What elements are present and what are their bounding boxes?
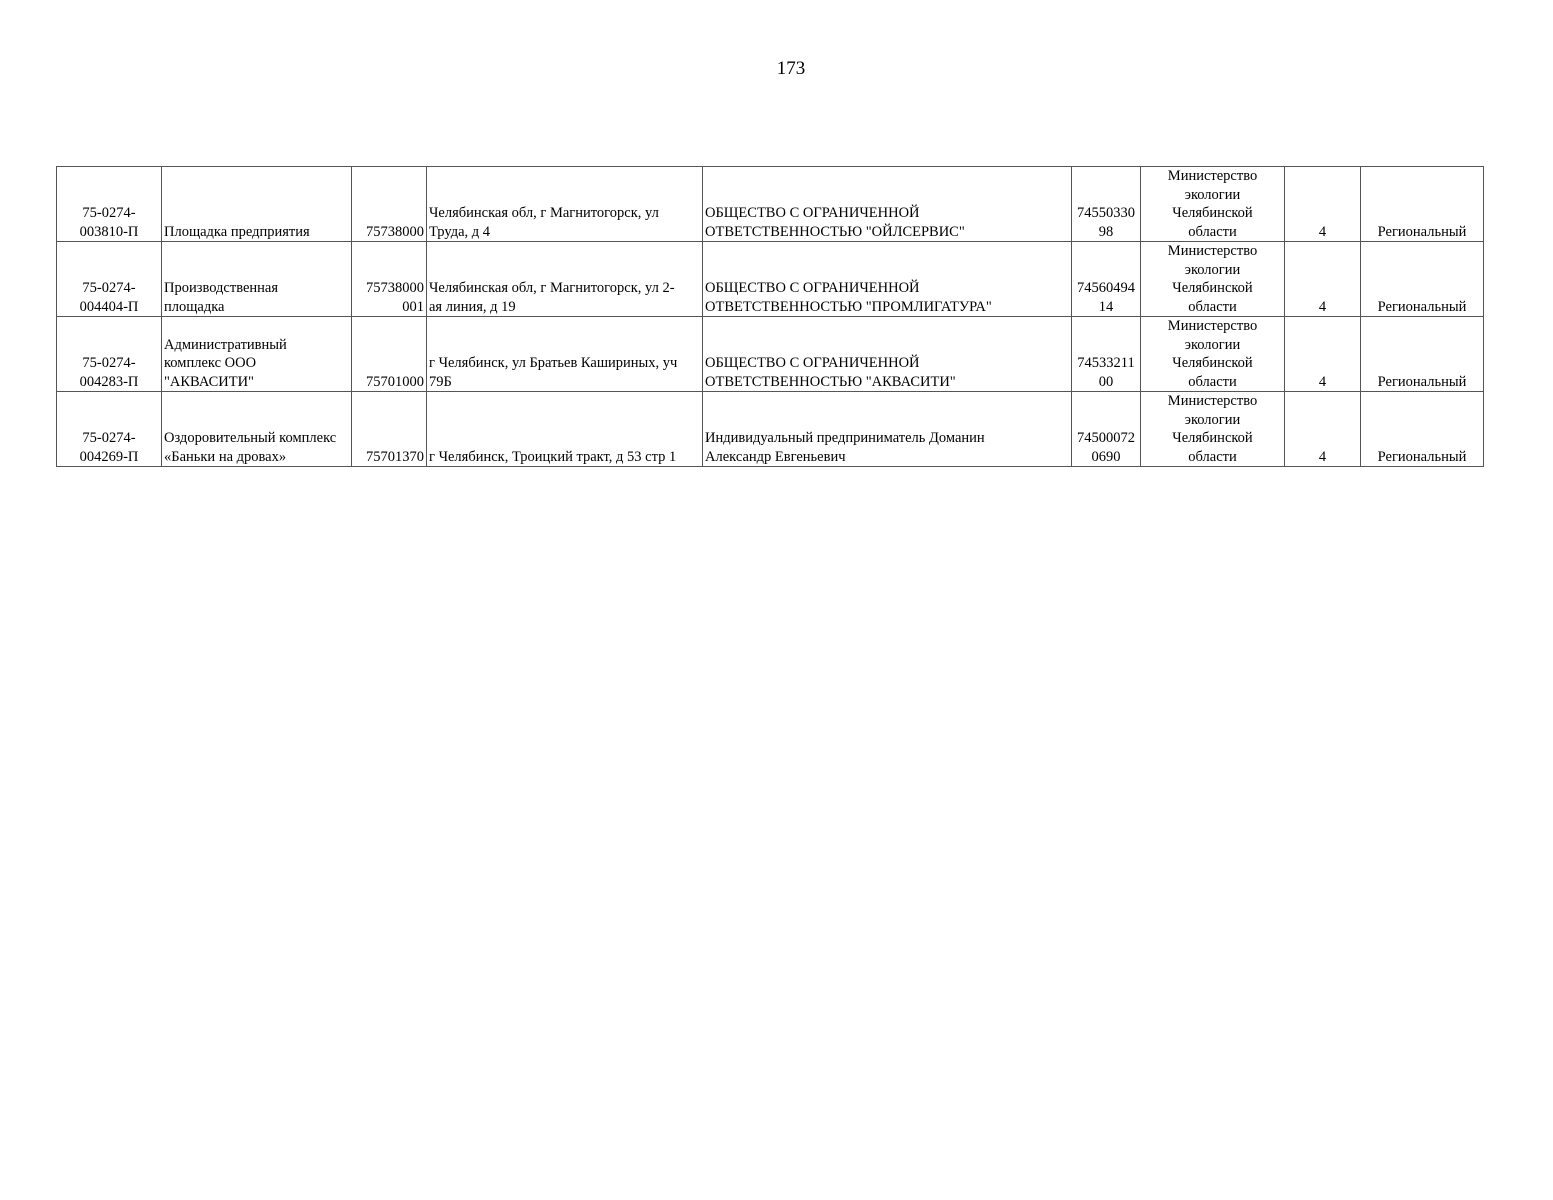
supervision-level-cell (1361, 392, 1484, 467)
organization-cell (703, 392, 1072, 467)
inn-cell (1072, 167, 1141, 242)
supervision-level-cell-text: Региональный (1377, 298, 1467, 315)
supervision-level-cell (1361, 317, 1484, 392)
oktmo-cell (352, 242, 427, 317)
object-code-cell (57, 317, 162, 392)
category-cell-text: 4 (1318, 373, 1327, 390)
object-name-cell (162, 167, 352, 242)
organization-cell-text: ОБЩЕСТВО С ОГРАНИЧЕННОЙ ОТВЕТСТВЕННОСТЬЮ "АКВАСИТИ" (705, 355, 956, 390)
page-number: 173 (776, 58, 806, 79)
category-cell-text: 4 (1318, 298, 1327, 315)
object-name-cell (162, 317, 352, 392)
authority-cell (1141, 392, 1285, 467)
category-cell (1285, 167, 1361, 242)
organization-cell-text: ОБЩЕСТВО С ОГРАНИЧЕННОЙ ОТВЕТСТВЕННОСТЬЮ "ПРОМЛИГАТУРА" (705, 280, 992, 315)
authority-cell-text: Министерство экологии Челябинской области (1167, 393, 1258, 465)
category-cell-text: 4 (1318, 448, 1327, 465)
organization-cell (703, 242, 1072, 317)
object-code-cell-text: 75-0274- 003810-П (79, 205, 139, 240)
inn-cell-text: 74533211 00 (1077, 355, 1135, 390)
address-cell (427, 317, 703, 392)
category-cell (1285, 317, 1361, 392)
oktmo-cell-text: 75701000 (366, 373, 424, 390)
object-code-cell-text: 75-0274- 004283-П (79, 355, 139, 390)
category-cell (1285, 392, 1361, 467)
object-name-cell-text: Площадка предприятия (164, 223, 310, 240)
oktmo-cell (352, 317, 427, 392)
object-name-cell-text: Производственная площадка (164, 280, 279, 315)
table-row (57, 317, 1484, 392)
address-cell (427, 167, 703, 242)
inn-cell-text: 74550330 98 (1077, 205, 1135, 240)
category-cell-text: 4 (1318, 223, 1327, 240)
object-name-cell-text: Административный комплекс ООО "АКВАСИТИ" (164, 336, 287, 390)
object-code-cell-text: 75-0274- 004404-П (79, 280, 139, 315)
inn-cell (1072, 317, 1141, 392)
oktmo-cell (352, 392, 427, 467)
inn-cell (1072, 242, 1141, 317)
table-body (57, 167, 1484, 467)
address-cell-text: г Челябинск, ул Братьев Кашириных, уч 79Б (429, 355, 678, 390)
oktmo-cell-text: 75738000 001 (366, 280, 424, 315)
inn-cell-text: 74560494 14 (1077, 280, 1135, 315)
authority-cell-text: Министерство экологии Челябинской области (1167, 318, 1258, 390)
authority-cell-text: Министерство экологии Челябинской области (1167, 243, 1258, 315)
object-code-cell (57, 392, 162, 467)
address-cell-text: Челябинская обл, г Магнитогорск, ул Труда, д 4 (429, 205, 659, 240)
object-code-cell-text: 75-0274- 004269-П (79, 430, 139, 465)
authority-cell (1141, 242, 1285, 317)
address-cell-text: Челябинская обл, г Магнитогорск, ул 2- ая линия, д 19 (429, 280, 675, 315)
registry-table (56, 166, 1484, 467)
object-name-cell-text: Оздоровительный комплекс «Баньки на дровах» (164, 430, 337, 465)
authority-cell (1141, 317, 1285, 392)
address-cell (427, 242, 703, 317)
address-cell-text: г Челябинск, Троицкий тракт, д 53 стр 1 (429, 448, 677, 465)
oktmo-cell (352, 167, 427, 242)
inn-cell-text: 74500072 0690 (1077, 430, 1135, 465)
supervision-level-cell-text: Региональный (1377, 373, 1467, 390)
supervision-level-cell-text: Региональный (1377, 223, 1467, 240)
table-row (57, 167, 1484, 242)
authority-cell-text: Министерство экологии Челябинской области (1167, 168, 1258, 240)
object-name-cell (162, 242, 352, 317)
supervision-level-cell (1361, 167, 1484, 242)
organization-cell (703, 317, 1072, 392)
supervision-level-cell-text: Региональный (1377, 448, 1467, 465)
address-cell (427, 392, 703, 467)
object-name-cell (162, 392, 352, 467)
oktmo-cell-text: 75738000 (366, 223, 424, 240)
table-row (57, 392, 1484, 467)
table-row (57, 242, 1484, 317)
object-code-cell (57, 242, 162, 317)
organization-cell-text: Индивидуальный предприниматель Доманин Александр Евгеньевич (705, 430, 985, 465)
inn-cell (1072, 392, 1141, 467)
supervision-level-cell (1361, 242, 1484, 317)
organization-cell (703, 167, 1072, 242)
organization-cell-text: ОБЩЕСТВО С ОГРАНИЧЕННОЙ ОТВЕТСТВЕННОСТЬЮ "ОЙЛСЕРВИС" (705, 205, 965, 240)
authority-cell (1141, 167, 1285, 242)
object-code-cell (57, 167, 162, 242)
oktmo-cell-text: 75701370 (366, 448, 424, 465)
category-cell (1285, 242, 1361, 317)
